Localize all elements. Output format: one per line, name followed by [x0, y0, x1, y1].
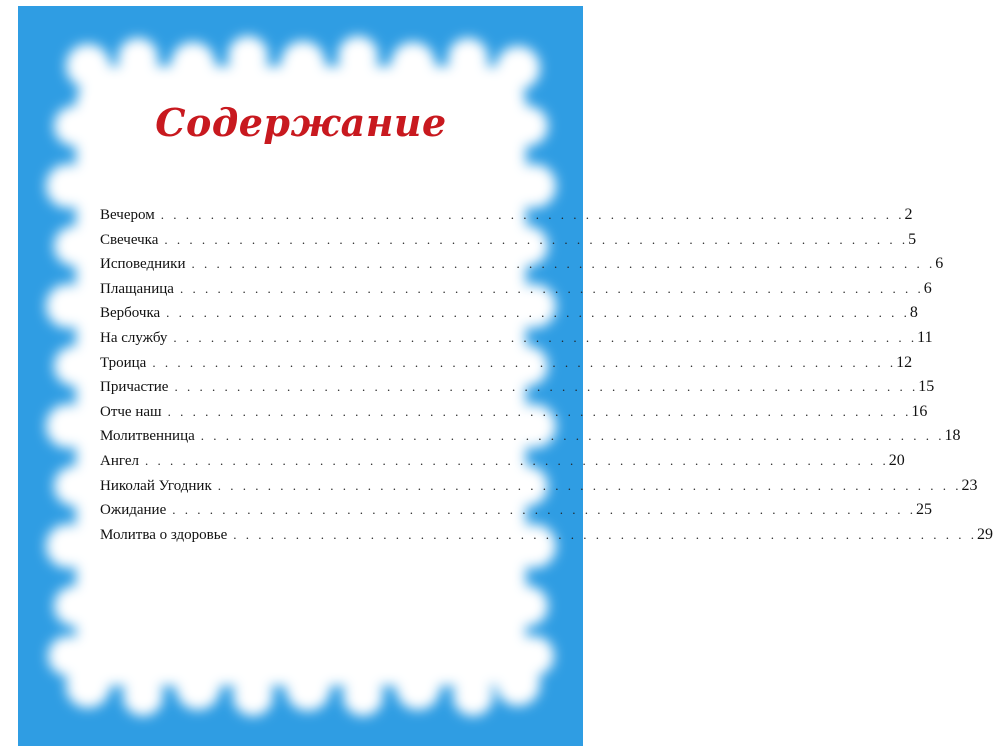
toc-entry-page: 20 — [888, 451, 905, 469]
toc-entry-title: Ожидание — [100, 502, 167, 519]
toc-entry-page: 18 — [944, 427, 961, 445]
toc-entry-page: 6 — [923, 279, 932, 297]
toc-entry-page: 15 — [918, 378, 935, 396]
toc-leader-dots: . . . . . . . . . . . . . . . . . . . . . . . . . . . . . . . . . . . . . . . . . . . . . . . . . . . . . . . . . . . . — [233, 526, 977, 542]
toc-leader-dots: . . . . . . . . . . . . . . . . . . . . . . . . . . . . . . . . . . . . . . . . . . . . . . . . . . . . . . . . . . . . — [172, 502, 916, 518]
table-of-contents — [100, 206, 993, 550]
toc-entry-title: Николай Угодник — [100, 477, 212, 494]
toc-entry-page: 29 — [977, 525, 993, 543]
toc-entry-page: 12 — [896, 353, 913, 371]
toc-entry-title: Молитва о здоровье — [100, 526, 228, 543]
toc-entry-page: 6 — [935, 255, 944, 273]
toc-entry[interactable] — [100, 304, 918, 329]
toc-entry-title: Свечечка — [100, 231, 159, 248]
toc-leader-dots: . . . . . . . . . . . . . . . . . . . . . . . . . . . . . . . . . . . . . . . . . . . . . . . . . . . . . . . . . . . . — [191, 256, 936, 272]
toc-entry-page: 2 — [904, 206, 913, 223]
toc-entry-page: 11 — [917, 328, 933, 346]
toc-leader-dots: . . . . . . . . . . . . . . . . . . . . . . . . . . . . . . . . . . . . . . . . . . . . . . . . . . . . . . . . . . . . — [200, 428, 945, 444]
toc-leader-dots: . . . . . . . . . . . . . . . . . . . . . . . . . . . . . . . . . . . . . . . . . . . . . . . . . . . . . . . . . . . . — [152, 354, 897, 370]
toc-entry-title: Исповедники — [100, 256, 186, 273]
toc-leader-dots: . . . . . . . . . . . . . . . . . . . . . . . . . . . . . . . . . . . . . . . . . . . . . . . . . . . . . . . . . . . . — [217, 477, 962, 493]
toc-leader-dots: . . . . . . . . . . . . . . . . . . . . . . . . . . . . . . . . . . . . . . . . . . . . . . . . . . . . . . . . . . . . — [164, 231, 909, 247]
toc-entry[interactable] — [100, 402, 928, 428]
toc-entry[interactable] — [100, 451, 905, 477]
toc-entry[interactable] — [100, 378, 935, 403]
toc-entry-page: 25 — [915, 501, 932, 519]
toc-leader-dots: . . . . . . . . . . . . . . . . . . . . . . . . . . . . . . . . . . . . . . . . . . . . . . . . . . . . . . . . . . . . — [160, 207, 905, 222]
contents-panel — [66, 56, 993, 696]
toc-leader-dots: . . . . . . . . . . . . . . . . . . . . . . . . . . . . . . . . . . . . . . . . . . . . . . . . . . . . . . . . . . . . — [144, 452, 889, 468]
toc-entry-page: 8 — [909, 304, 918, 322]
toc-leader-dots: . . . . . . . . . . . . . . . . . . . . . . . . . . . . . . . . . . . . . . . . . . . . . . . . . . . . . . . . . . . . — [179, 280, 924, 296]
toc-entry[interactable] — [100, 279, 932, 305]
toc-entry-title: Ангел — [100, 452, 139, 469]
toc-entry[interactable] — [100, 230, 917, 256]
toc-entry[interactable] — [100, 501, 932, 526]
toc-entry[interactable] — [100, 525, 993, 551]
toc-entry-page: 5 — [908, 230, 917, 248]
toc-entry-title: Троица — [100, 354, 147, 371]
toc-entry[interactable] — [100, 206, 913, 231]
toc-entry-title: Отче наш — [100, 403, 162, 420]
toc-entry[interactable] — [100, 255, 944, 280]
toc-entry-page: 23 — [961, 476, 978, 494]
toc-entry[interactable] — [100, 353, 913, 379]
toc-entry-title: На службу — [100, 329, 168, 346]
toc-entry[interactable] — [100, 476, 978, 502]
toc-entry-page: 16 — [911, 402, 928, 420]
toc-leader-dots: . . . . . . . . . . . . . . . . . . . . . . . . . . . . . . . . . . . . . . . . . . . . . . . . . . . . . . . . . . . . — [167, 403, 912, 419]
page-title: Содержание — [155, 100, 447, 145]
toc-entry[interactable] — [100, 427, 961, 452]
toc-leader-dots: . . . . . . . . . . . . . . . . . . . . . . . . . . . . . . . . . . . . . . . . . . . . . . . . . . . . . . . . . . . . — [173, 329, 918, 345]
toc-leader-dots: . . . . . . . . . . . . . . . . . . . . . . . . . . . . . . . . . . . . . . . . . . . . . . . . . . . . . . . . . . . . — [174, 379, 919, 395]
toc-entry[interactable] — [100, 328, 933, 354]
toc-entry-title: Молитвенница — [100, 428, 195, 445]
toc-entry-title: Вербочка — [100, 305, 161, 322]
toc-entry-title: Плащаница — [100, 280, 174, 297]
toc-leader-dots: . . . . . . . . . . . . . . . . . . . . . . . . . . . . . . . . . . . . . . . . . . . . . . . . . . . . . . . . . . . . — [166, 305, 910, 321]
toc-entry-title: Причастие — [100, 379, 169, 396]
book-page — [18, 6, 993, 746]
toc-entry-title: Вечером — [100, 207, 155, 223]
